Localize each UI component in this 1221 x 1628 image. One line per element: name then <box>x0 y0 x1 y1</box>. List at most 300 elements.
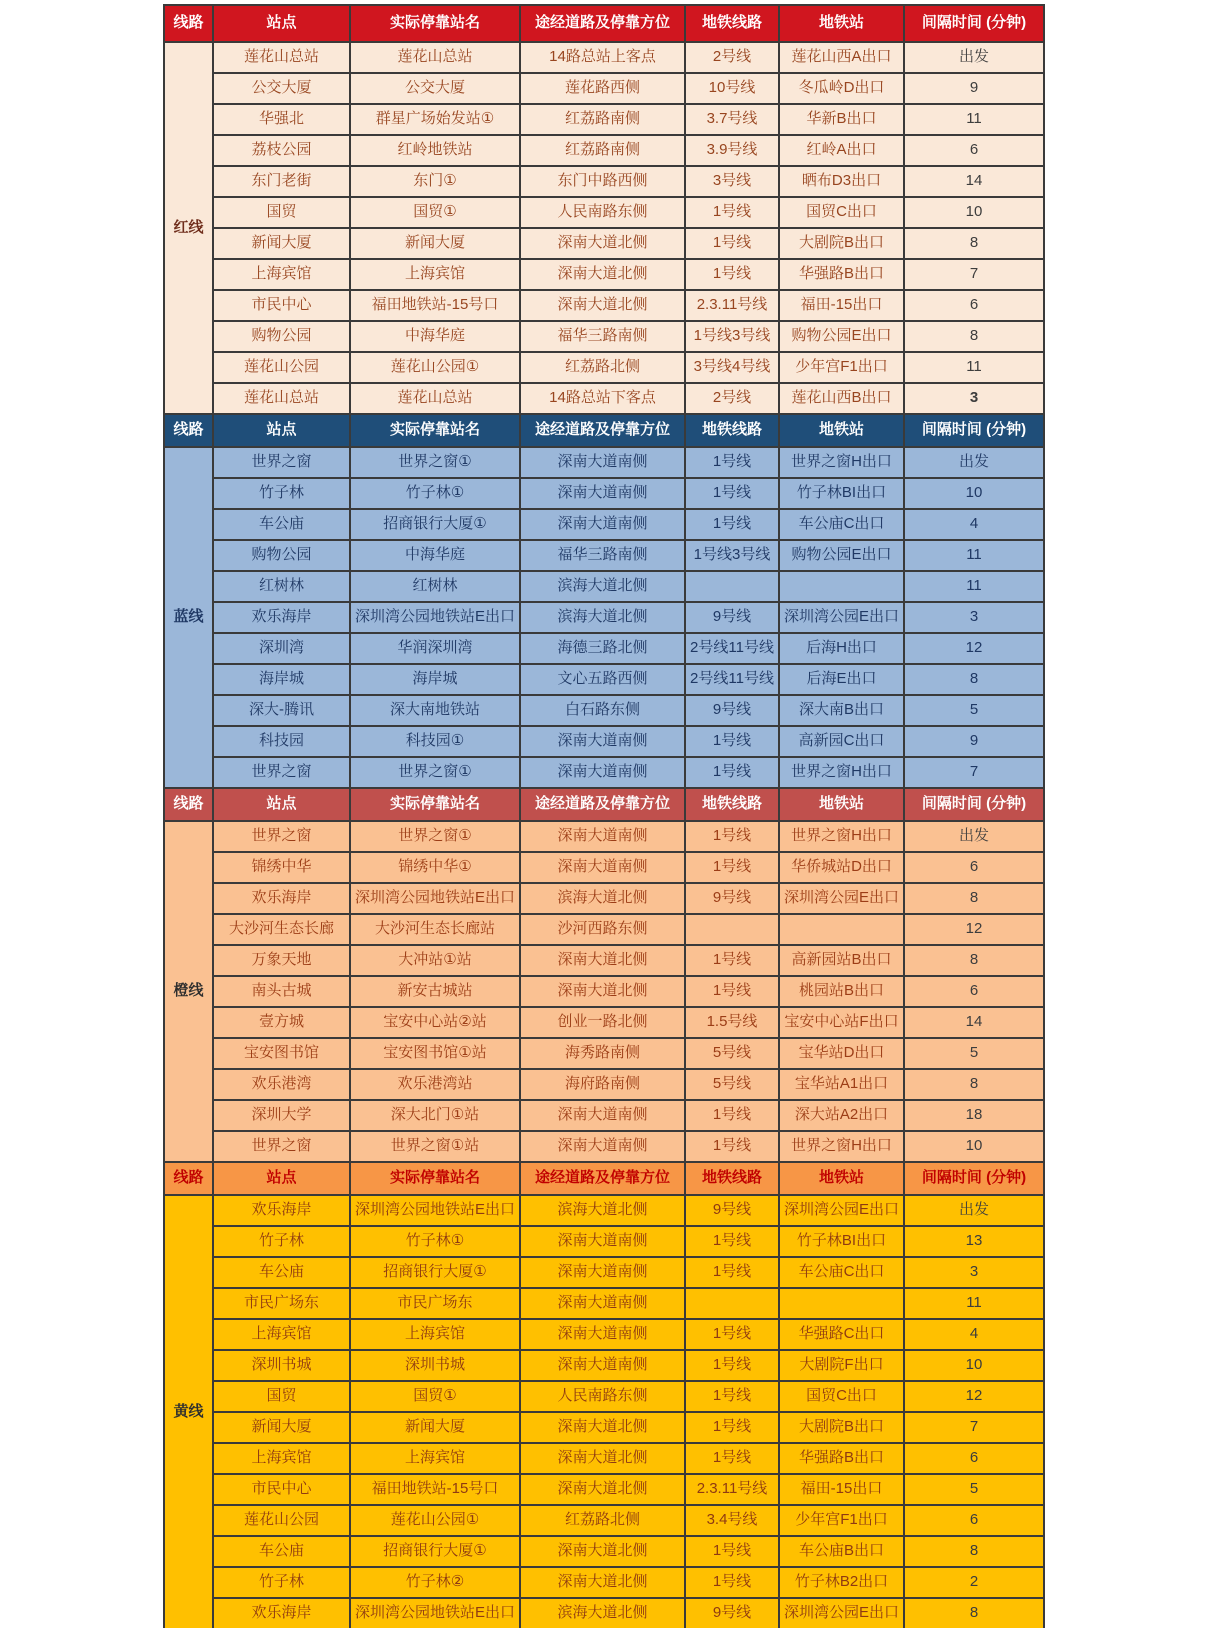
table-cell: 华润深圳湾 <box>350 633 520 664</box>
table-row <box>164 1474 1044 1505</box>
table-cell: 1号线 <box>685 1131 779 1162</box>
table-cell: 9号线 <box>685 883 779 914</box>
table-cell: 2.3.11号线 <box>685 1474 779 1505</box>
table-cell: 福华三路南侧 <box>520 540 685 571</box>
table-cell: 市民中心 <box>213 1474 350 1505</box>
table-cell: 大沙河生态长廊站 <box>350 914 520 945</box>
table-cell: 后海E出口 <box>779 664 904 695</box>
table-cell: 14 <box>904 1007 1044 1038</box>
table-row <box>164 447 1044 478</box>
table-cell: 东门老街 <box>213 166 350 197</box>
table-row <box>164 197 1044 228</box>
table-cell: 深圳湾公园E出口 <box>779 883 904 914</box>
column-header: 途经道路及停靠方位 <box>520 414 685 447</box>
table-cell: 14 <box>904 166 1044 197</box>
table-cell: 10 <box>904 1131 1044 1162</box>
column-header: 地铁站 <box>779 1162 904 1195</box>
table-cell: 10 <box>904 197 1044 228</box>
column-header: 站点 <box>213 5 350 42</box>
table-cell: 招商银行大厦① <box>350 1257 520 1288</box>
table-cell: 1号线 <box>685 1319 779 1350</box>
table-cell: 竹子林BI出口 <box>779 478 904 509</box>
table-cell: 创业一路北侧 <box>520 1007 685 1038</box>
table-row <box>164 883 1044 914</box>
table-cell: 万象天地 <box>213 945 350 976</box>
column-header: 地铁站 <box>779 5 904 42</box>
table-cell: 世界之窗H出口 <box>779 757 904 788</box>
table-cell: 欢乐海岸 <box>213 883 350 914</box>
table-cell: 莲花山总站 <box>213 383 350 414</box>
table-cell: 出发 <box>904 447 1044 478</box>
table-row <box>164 945 1044 976</box>
table-cell: 滨海大道北侧 <box>520 571 685 602</box>
table-cell: 深圳湾公园E出口 <box>779 602 904 633</box>
table-cell: 1.5号线 <box>685 1007 779 1038</box>
table-cell: 莲花山西B出口 <box>779 383 904 414</box>
table-cell: 人民南路东侧 <box>520 1381 685 1412</box>
table-cell <box>779 571 904 602</box>
table-cell: 海秀路南侧 <box>520 1038 685 1069</box>
table-cell: 1号线 <box>685 976 779 1007</box>
table-cell: 2 <box>904 1567 1044 1598</box>
table-row <box>164 1038 1044 1069</box>
table-cell: 深南大道北侧 <box>520 1412 685 1443</box>
column-header: 线路 <box>164 414 213 447</box>
column-header: 间隔时间 (分钟) <box>904 414 1044 447</box>
table-cell: 1号线 <box>685 1412 779 1443</box>
table-row <box>164 1007 1044 1038</box>
line-label: 黄线 <box>164 1195 213 1628</box>
table-cell: 高新园站B出口 <box>779 945 904 976</box>
table-cell: 深圳湾 <box>213 633 350 664</box>
table-cell: 国贸 <box>213 197 350 228</box>
table-cell <box>685 914 779 945</box>
table-cell: 莲花山总站 <box>350 383 520 414</box>
column-header: 地铁站 <box>779 788 904 821</box>
column-header: 实际停靠站名 <box>350 1162 520 1195</box>
table-cell: 国贸① <box>350 1381 520 1412</box>
table-cell: 深大北门①站 <box>350 1100 520 1131</box>
table-cell: 3.7号线 <box>685 104 779 135</box>
table-cell: 宝华站D出口 <box>779 1038 904 1069</box>
section-header-row <box>164 788 1044 821</box>
table-cell: 红荔路南侧 <box>520 135 685 166</box>
table-cell: 国贸C出口 <box>779 197 904 228</box>
table-cell: 中海华庭 <box>350 540 520 571</box>
table-cell <box>685 571 779 602</box>
table-cell: 深南大道南侧 <box>520 852 685 883</box>
table-cell: 滨海大道北侧 <box>520 1195 685 1226</box>
table-cell: 6 <box>904 1505 1044 1536</box>
table-cell: 莲花山公园 <box>213 352 350 383</box>
table-cell: 5号线 <box>685 1069 779 1100</box>
table-cell: 5 <box>904 1038 1044 1069</box>
table-cell: 深大南B出口 <box>779 695 904 726</box>
table-cell: 市民广场东 <box>213 1288 350 1319</box>
table-row <box>164 509 1044 540</box>
table-cell <box>685 1288 779 1319</box>
table-cell: 华强路B出口 <box>779 259 904 290</box>
table-cell: 深圳湾公园E出口 <box>779 1598 904 1628</box>
table-row <box>164 1195 1044 1226</box>
column-header: 线路 <box>164 788 213 821</box>
table-cell: 白石路东侧 <box>520 695 685 726</box>
table-cell: 红荔路北侧 <box>520 352 685 383</box>
table-cell: 3 <box>904 383 1044 414</box>
table-cell: 1号线 <box>685 726 779 757</box>
table-cell: 3号线 <box>685 166 779 197</box>
table-cell: 欢乐海岸 <box>213 602 350 633</box>
table-cell: 深南大道南侧 <box>520 1288 685 1319</box>
table-cell: 深南大道北侧 <box>520 1536 685 1567</box>
table-cell: 招商银行大厦① <box>350 509 520 540</box>
table-cell: 荔枝公园 <box>213 135 350 166</box>
table-cell: 世界之窗 <box>213 821 350 852</box>
table-cell: 车公庙C出口 <box>779 509 904 540</box>
table-cell: 华强路B出口 <box>779 1443 904 1474</box>
table-cell: 红荔路北侧 <box>520 1505 685 1536</box>
table-cell: 11 <box>904 540 1044 571</box>
table-cell: 世界之窗① <box>350 447 520 478</box>
table-cell: 5 <box>904 695 1044 726</box>
column-header: 间隔时间 (分钟) <box>904 788 1044 821</box>
line-label: 红线 <box>164 42 213 414</box>
table-cell: 市民中心 <box>213 290 350 321</box>
table-cell: 国贸① <box>350 197 520 228</box>
table-cell: 1号线 <box>685 945 779 976</box>
table-cell: 6 <box>904 852 1044 883</box>
table-cell: 1号线3号线 <box>685 321 779 352</box>
table-cell: 后海H出口 <box>779 633 904 664</box>
table-cell: 世界之窗① <box>350 821 520 852</box>
line-label: 蓝线 <box>164 447 213 788</box>
table-cell: 深圳湾公园地铁站E出口 <box>350 1195 520 1226</box>
table-row <box>164 976 1044 1007</box>
table-cell: 出发 <box>904 42 1044 73</box>
table-cell: 群星广场始发站① <box>350 104 520 135</box>
table-row <box>164 1350 1044 1381</box>
table-cell: 9号线 <box>685 1598 779 1628</box>
table-cell: 11 <box>904 352 1044 383</box>
table-cell: 东门中路西侧 <box>520 166 685 197</box>
table-cell: 深南大道南侧 <box>520 509 685 540</box>
table-cell: 华新B出口 <box>779 104 904 135</box>
table-cell: 深南大道北侧 <box>520 1474 685 1505</box>
column-header: 实际停靠站名 <box>350 414 520 447</box>
table-cell: 莲花路西侧 <box>520 73 685 104</box>
table-cell: 1号线 <box>685 1567 779 1598</box>
table-cell: 10号线 <box>685 73 779 104</box>
table-cell: 中海华庭 <box>350 321 520 352</box>
table-cell: 上海宾馆 <box>213 259 350 290</box>
table-cell: 深南大道南侧 <box>520 821 685 852</box>
table-cell: 竹子林 <box>213 1226 350 1257</box>
table-cell: 购物公园E出口 <box>779 321 904 352</box>
table-cell: 上海宾馆 <box>213 1443 350 1474</box>
table-cell: 大剧院B出口 <box>779 228 904 259</box>
table-cell: 大剧院F出口 <box>779 1350 904 1381</box>
table-cell: 锦绣中华 <box>213 852 350 883</box>
table-cell: 欢乐海岸 <box>213 1195 350 1226</box>
column-header: 地铁站 <box>779 414 904 447</box>
table-cell: 国贸C出口 <box>779 1381 904 1412</box>
table-row <box>164 104 1044 135</box>
table-cell: 深南大道北侧 <box>520 976 685 1007</box>
table-cell: 世界之窗H出口 <box>779 821 904 852</box>
table-cell: 壹方城 <box>213 1007 350 1038</box>
table-cell: 12 <box>904 633 1044 664</box>
table-cell: 上海宾馆 <box>213 1319 350 1350</box>
table-cell: 深南大道南侧 <box>520 447 685 478</box>
table-cell: 桃园站B出口 <box>779 976 904 1007</box>
column-header: 实际停靠站名 <box>350 5 520 42</box>
table-cell: 深南大道南侧 <box>520 1319 685 1350</box>
table-cell: 大剧院B出口 <box>779 1412 904 1443</box>
table-cell: 海岸城 <box>350 664 520 695</box>
column-header: 地铁线路 <box>685 788 779 821</box>
route-table <box>163 4 1045 1628</box>
table-row <box>164 135 1044 166</box>
table-row <box>164 1412 1044 1443</box>
table-row <box>164 259 1044 290</box>
table-row <box>164 1288 1044 1319</box>
table-cell: 2号线 <box>685 383 779 414</box>
table-cell: 6 <box>904 976 1044 1007</box>
column-header: 实际停靠站名 <box>350 788 520 821</box>
table-cell: 3 <box>904 1257 1044 1288</box>
table-cell: 1号线 <box>685 259 779 290</box>
table-cell: 7 <box>904 259 1044 290</box>
table-row <box>164 726 1044 757</box>
table-cell: 深南大道北侧 <box>520 290 685 321</box>
table-cell: 滨海大道北侧 <box>520 1598 685 1628</box>
table-row <box>164 1069 1044 1100</box>
table-cell: 深南大道南侧 <box>520 1257 685 1288</box>
table-cell: 莲花山西A出口 <box>779 42 904 73</box>
table-cell: 深南大道南侧 <box>520 726 685 757</box>
table-cell: 海府路南侧 <box>520 1069 685 1100</box>
table-cell: 1号线 <box>685 478 779 509</box>
table-row <box>164 1226 1044 1257</box>
column-header: 地铁线路 <box>685 5 779 42</box>
column-header: 途经道路及停靠方位 <box>520 5 685 42</box>
table-cell: 竹子林 <box>213 478 350 509</box>
table-cell: 福田地铁站-15号口 <box>350 290 520 321</box>
table-cell: 深南大道南侧 <box>520 1226 685 1257</box>
table-cell: 福田地铁站-15号口 <box>350 1474 520 1505</box>
table-cell: 深南大道南侧 <box>520 1100 685 1131</box>
table-cell: 竹子林 <box>213 1567 350 1598</box>
table-row <box>164 1100 1044 1131</box>
table-cell: 福田-15出口 <box>779 1474 904 1505</box>
table-cell: 莲花山总站 <box>213 42 350 73</box>
section-橙线 <box>164 788 1044 1162</box>
table-cell: 竹子林① <box>350 1226 520 1257</box>
table-cell: 8 <box>904 1598 1044 1628</box>
table-cell: 13 <box>904 1226 1044 1257</box>
column-header: 途经道路及停靠方位 <box>520 1162 685 1195</box>
table-cell: 8 <box>904 1069 1044 1100</box>
table-row <box>164 1567 1044 1598</box>
table-cell: 深圳书城 <box>350 1350 520 1381</box>
table-cell: 1号线 <box>685 1381 779 1412</box>
table-cell: 8 <box>904 228 1044 259</box>
table-cell: 9号线 <box>685 602 779 633</box>
table-cell: 9 <box>904 726 1044 757</box>
table-cell: 世界之窗 <box>213 757 350 788</box>
table-cell: 11 <box>904 1288 1044 1319</box>
table-cell: 滨海大道北侧 <box>520 602 685 633</box>
table-cell: 莲花山公园① <box>350 1505 520 1536</box>
table-cell: 2号线 <box>685 42 779 73</box>
column-header: 站点 <box>213 1162 350 1195</box>
table-cell: 1号线 <box>685 228 779 259</box>
table-cell: 深大南地铁站 <box>350 695 520 726</box>
table-cell: 2号线11号线 <box>685 664 779 695</box>
column-header: 间隔时间 (分钟) <box>904 1162 1044 1195</box>
table-cell: 世界之窗 <box>213 1131 350 1162</box>
table-cell: 红荔路南侧 <box>520 104 685 135</box>
table-cell <box>779 914 904 945</box>
table-cell: 新闻大厦 <box>350 1412 520 1443</box>
table-cell: 莲花山公园 <box>213 1505 350 1536</box>
table-cell: 8 <box>904 664 1044 695</box>
table-cell: 宝安图书馆 <box>213 1038 350 1069</box>
table-row <box>164 478 1044 509</box>
table-cell: 晒布D3出口 <box>779 166 904 197</box>
table-cell: 8 <box>904 945 1044 976</box>
table-cell: 深南大道南侧 <box>520 1350 685 1381</box>
table-cell <box>779 1288 904 1319</box>
table-cell: 1号线 <box>685 1257 779 1288</box>
table-row <box>164 352 1044 383</box>
table-cell: 1号线 <box>685 197 779 228</box>
table-cell: 4 <box>904 1319 1044 1350</box>
table-cell: 深南大道北侧 <box>520 259 685 290</box>
table-row <box>164 290 1044 321</box>
table-cell: 世界之窗① <box>350 757 520 788</box>
table-cell: 车公庙 <box>213 1536 350 1567</box>
table-cell: 6 <box>904 1443 1044 1474</box>
table-cell: 上海宾馆 <box>350 259 520 290</box>
table-cell: 深南大道北侧 <box>520 228 685 259</box>
table-cell: 海德三路北侧 <box>520 633 685 664</box>
table-cell: 出发 <box>904 1195 1044 1226</box>
table-cell: 莲花山公园① <box>350 352 520 383</box>
table-cell: 大冲站①站 <box>350 945 520 976</box>
table-cell: 1号线 <box>685 1443 779 1474</box>
table-cell: 竹子林② <box>350 1567 520 1598</box>
table-cell: 红岭A出口 <box>779 135 904 166</box>
table-cell: 新闻大厦 <box>213 1412 350 1443</box>
table-cell: 国贸 <box>213 1381 350 1412</box>
table-row <box>164 1131 1044 1162</box>
table-cell: 文心五路西侧 <box>520 664 685 695</box>
table-cell: 深圳大学 <box>213 1100 350 1131</box>
table-cell: 车公庙B出口 <box>779 1536 904 1567</box>
table-cell: 车公庙 <box>213 509 350 540</box>
table-cell: 1号线 <box>685 447 779 478</box>
table-cell: 宝安中心站②站 <box>350 1007 520 1038</box>
table-cell: 红岭地铁站 <box>350 135 520 166</box>
table-cell: 11 <box>904 571 1044 602</box>
table-cell: 深大-腾讯 <box>213 695 350 726</box>
table-cell: 3号线4号线 <box>685 352 779 383</box>
table-cell: 大沙河生态长廊 <box>213 914 350 945</box>
section-黄线 <box>164 1162 1044 1628</box>
table-cell: 3 <box>904 602 1044 633</box>
table-cell: 8 <box>904 883 1044 914</box>
table-cell: 10 <box>904 478 1044 509</box>
table-cell: 红树林 <box>213 571 350 602</box>
table-cell: 滨海大道北侧 <box>520 883 685 914</box>
table-cell: 深圳湾公园E出口 <box>779 1195 904 1226</box>
table-row <box>164 914 1044 945</box>
table-cell: 欢乐海岸 <box>213 1598 350 1628</box>
table-cell: 世界之窗 <box>213 447 350 478</box>
table-cell: 世界之窗H出口 <box>779 1131 904 1162</box>
table-cell: 华强北 <box>213 104 350 135</box>
table-cell: 深圳湾公园地铁站E出口 <box>350 1598 520 1628</box>
table-row <box>164 1505 1044 1536</box>
table-row <box>164 571 1044 602</box>
table-cell: 6 <box>904 135 1044 166</box>
table-cell: 购物公园 <box>213 321 350 352</box>
table-cell: 车公庙 <box>213 1257 350 1288</box>
table-cell: 4 <box>904 509 1044 540</box>
table-row <box>164 1598 1044 1628</box>
table-row <box>164 166 1044 197</box>
table-cell: 11 <box>904 104 1044 135</box>
table-cell: 12 <box>904 914 1044 945</box>
section-header-row <box>164 414 1044 447</box>
table-row <box>164 1443 1044 1474</box>
table-cell: 宝安图书馆①站 <box>350 1038 520 1069</box>
table-cell: 12 <box>904 1381 1044 1412</box>
table-row <box>164 321 1044 352</box>
table-row <box>164 540 1044 571</box>
table-cell: 1号线 <box>685 509 779 540</box>
table-cell: 人民南路东侧 <box>520 197 685 228</box>
table-cell: 深大站A2出口 <box>779 1100 904 1131</box>
table-cell: 上海宾馆 <box>350 1319 520 1350</box>
table-cell: 7 <box>904 1412 1044 1443</box>
table-row <box>164 852 1044 883</box>
table-cell: 2号线11号线 <box>685 633 779 664</box>
table-cell: 新闻大厦 <box>213 228 350 259</box>
table-cell: 3.4号线 <box>685 1505 779 1536</box>
table-cell: 福华三路南侧 <box>520 321 685 352</box>
table-row <box>164 383 1044 414</box>
table-row <box>164 228 1044 259</box>
table-cell: 新闻大厦 <box>350 228 520 259</box>
table-cell: 高新园C出口 <box>779 726 904 757</box>
table-cell: 车公庙C出口 <box>779 1257 904 1288</box>
table-cell: 深圳书城 <box>213 1350 350 1381</box>
table-cell: 科技园 <box>213 726 350 757</box>
table-cell: 科技园① <box>350 726 520 757</box>
table-cell: 世界之窗H出口 <box>779 447 904 478</box>
table-cell: 1号线 <box>685 852 779 883</box>
column-header: 线路 <box>164 5 213 42</box>
table-cell: 9号线 <box>685 1195 779 1226</box>
table-cell: 少年宫F1出口 <box>779 1505 904 1536</box>
column-header: 地铁线路 <box>685 414 779 447</box>
table-cell: 1号线 <box>685 1100 779 1131</box>
section-header-row <box>164 5 1044 42</box>
table-row <box>164 1536 1044 1567</box>
table-row <box>164 757 1044 788</box>
